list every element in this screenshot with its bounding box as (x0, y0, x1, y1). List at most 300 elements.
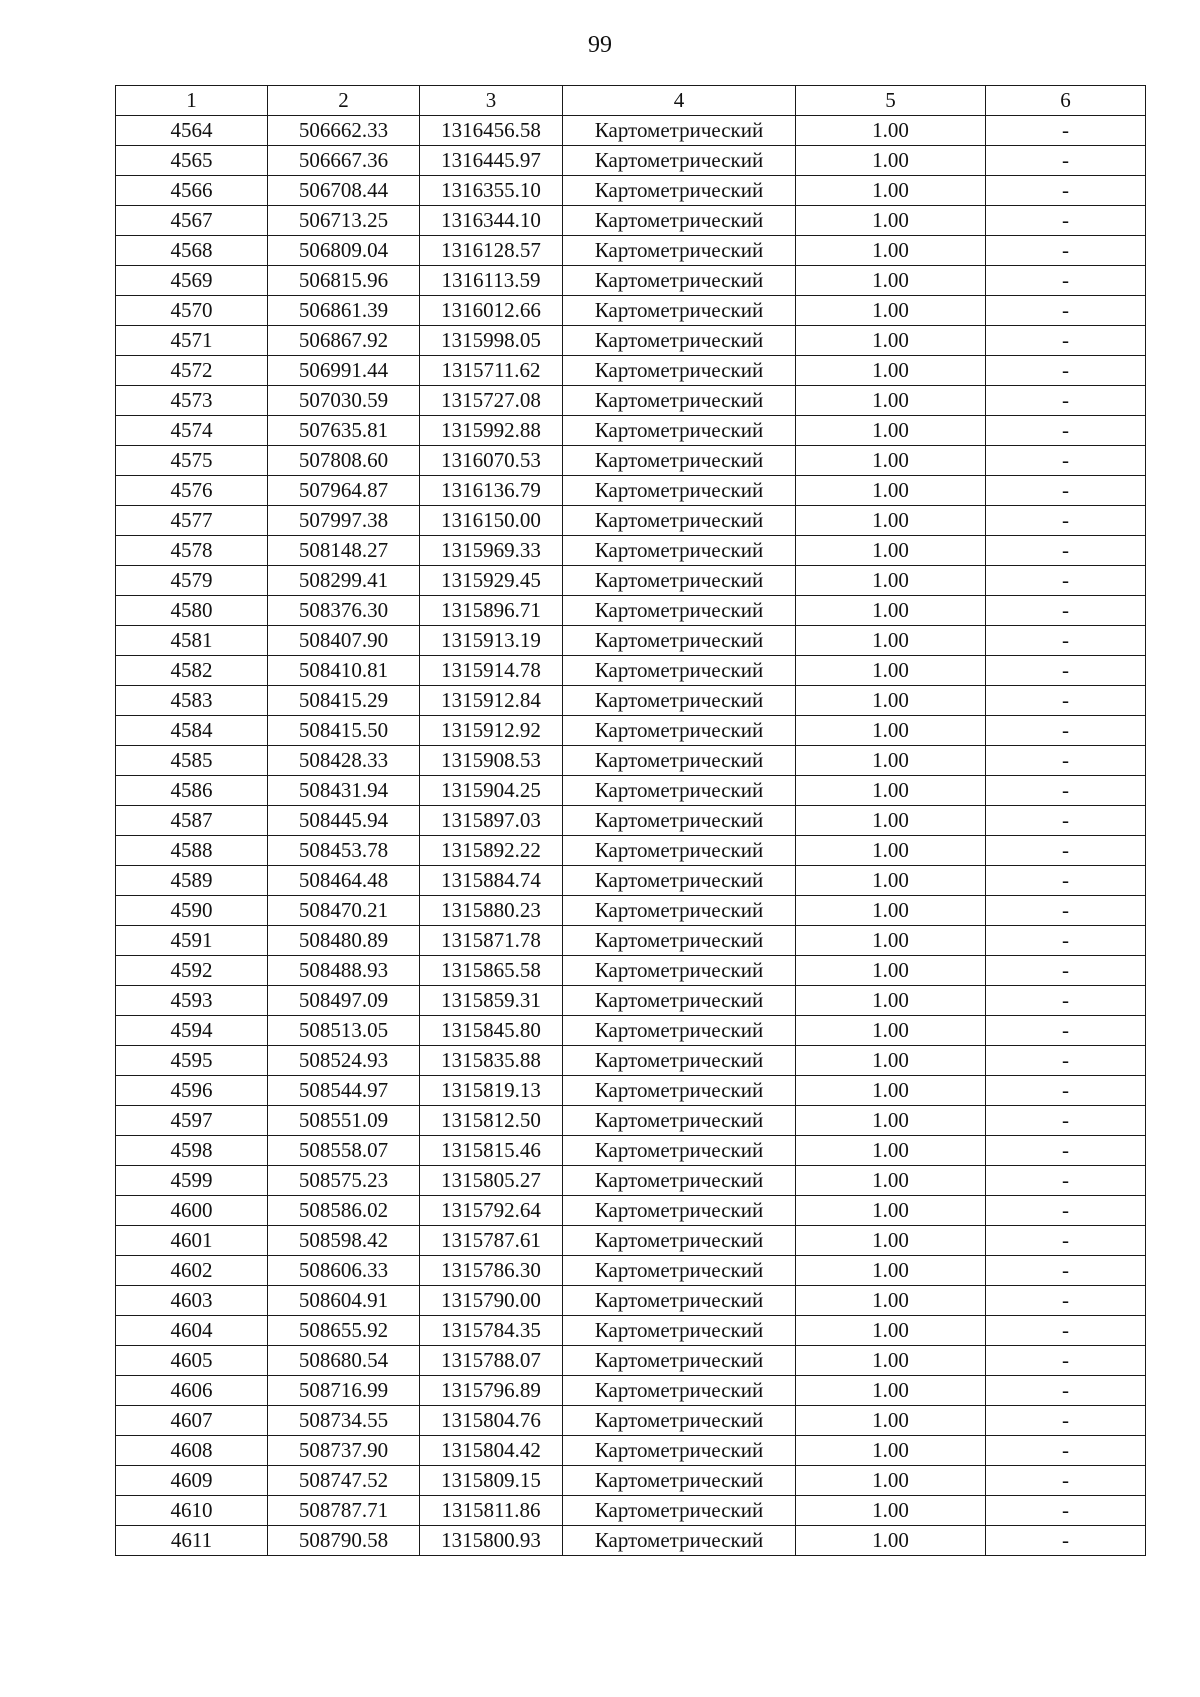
description-cell: - (986, 746, 1146, 776)
accuracy-cell: 1.00 (796, 1406, 986, 1436)
y-coordinate-cell: 1315805.27 (420, 1166, 563, 1196)
accuracy-cell: 1.00 (796, 1226, 986, 1256)
table-row (116, 1286, 1146, 1316)
accuracy-cell: 1.00 (796, 1316, 986, 1346)
method-cell: Картометрический (563, 1436, 796, 1466)
y-coordinate-cell: 1315727.08 (420, 386, 563, 416)
method-cell: Картометрический (563, 1466, 796, 1496)
x-coordinate-cell: 508606.33 (268, 1256, 420, 1286)
description-cell: - (986, 626, 1146, 656)
table-row (116, 656, 1146, 686)
accuracy-cell: 1.00 (796, 896, 986, 926)
y-coordinate-cell: 1316150.00 (420, 506, 563, 536)
point-number-cell: 4577 (116, 506, 268, 536)
point-number-cell: 4568 (116, 236, 268, 266)
x-coordinate-cell: 506662.33 (268, 116, 420, 146)
point-number-cell: 4590 (116, 896, 268, 926)
accuracy-cell: 1.00 (796, 446, 986, 476)
table-row (116, 1046, 1146, 1076)
y-coordinate-cell: 1315812.50 (420, 1106, 563, 1136)
y-coordinate-cell: 1315865.58 (420, 956, 563, 986)
page-number: 99 (588, 32, 612, 58)
y-coordinate-cell: 1316456.58 (420, 116, 563, 146)
y-coordinate-cell: 1316445.97 (420, 146, 563, 176)
accuracy-cell: 1.00 (796, 566, 986, 596)
description-cell: - (986, 1106, 1146, 1136)
x-coordinate-cell: 508790.58 (268, 1526, 420, 1556)
method-cell: Картометрический (563, 416, 796, 446)
method-cell: Картометрический (563, 1496, 796, 1526)
method-cell: Картометрический (563, 1376, 796, 1406)
point-number-cell: 4600 (116, 1196, 268, 1226)
description-cell: - (986, 1286, 1146, 1316)
accuracy-cell: 1.00 (796, 986, 986, 1016)
table-row (116, 1346, 1146, 1376)
y-coordinate-cell: 1315792.64 (420, 1196, 563, 1226)
description-cell: - (986, 1316, 1146, 1346)
table-row (116, 596, 1146, 626)
method-cell: Картометрический (563, 1256, 796, 1286)
header-cell-4: 4 (563, 86, 796, 116)
point-number-cell: 4581 (116, 626, 268, 656)
method-cell: Картометрический (563, 176, 796, 206)
y-coordinate-cell: 1316012.66 (420, 296, 563, 326)
description-cell: - (986, 896, 1146, 926)
point-number-cell: 4599 (116, 1166, 268, 1196)
description-cell: - (986, 656, 1146, 686)
method-cell: Картометрический (563, 866, 796, 896)
x-coordinate-cell: 507635.81 (268, 416, 420, 446)
y-coordinate-cell: 1316344.10 (420, 206, 563, 236)
table-row (116, 716, 1146, 746)
x-coordinate-cell: 506713.25 (268, 206, 420, 236)
table-row (116, 116, 1146, 146)
x-coordinate-cell: 508407.90 (268, 626, 420, 656)
description-cell: - (986, 1526, 1146, 1556)
description-cell: - (986, 146, 1146, 176)
table-row (116, 1136, 1146, 1166)
point-number-cell: 4610 (116, 1496, 268, 1526)
table-row (116, 956, 1146, 986)
point-number-cell: 4592 (116, 956, 268, 986)
description-cell: - (986, 386, 1146, 416)
table-row (116, 206, 1146, 236)
header-cell-3: 3 (420, 86, 563, 116)
y-coordinate-cell: 1315913.19 (420, 626, 563, 656)
y-coordinate-cell: 1315914.78 (420, 656, 563, 686)
description-cell: - (986, 416, 1146, 446)
method-cell: Картометрический (563, 956, 796, 986)
table-row (116, 1436, 1146, 1466)
table-row (116, 866, 1146, 896)
table-row (116, 836, 1146, 866)
accuracy-cell: 1.00 (796, 1286, 986, 1316)
point-number-cell: 4587 (116, 806, 268, 836)
method-cell: Картометрический (563, 536, 796, 566)
point-number-cell: 4575 (116, 446, 268, 476)
method-cell: Картометрический (563, 896, 796, 926)
y-coordinate-cell: 1315859.31 (420, 986, 563, 1016)
point-number-cell: 4570 (116, 296, 268, 326)
method-cell: Картометрический (563, 446, 796, 476)
x-coordinate-cell: 506809.04 (268, 236, 420, 266)
method-cell: Картометрический (563, 1316, 796, 1346)
table-body (116, 116, 1146, 1556)
accuracy-cell: 1.00 (796, 1496, 986, 1526)
accuracy-cell: 1.00 (796, 1136, 986, 1166)
coordinates-table (115, 85, 1146, 1556)
table-row (116, 686, 1146, 716)
point-number-cell: 4606 (116, 1376, 268, 1406)
method-cell: Картометрический (563, 506, 796, 536)
y-coordinate-cell: 1315804.42 (420, 1436, 563, 1466)
table-row (116, 1016, 1146, 1046)
method-cell: Картометрический (563, 566, 796, 596)
accuracy-cell: 1.00 (796, 206, 986, 236)
accuracy-cell: 1.00 (796, 476, 986, 506)
x-coordinate-cell: 506815.96 (268, 266, 420, 296)
y-coordinate-cell: 1315790.00 (420, 1286, 563, 1316)
method-cell: Картометрический (563, 716, 796, 746)
point-number-cell: 4565 (116, 146, 268, 176)
method-cell: Картометрический (563, 596, 796, 626)
description-cell: - (986, 266, 1146, 296)
point-number-cell: 4605 (116, 1346, 268, 1376)
table-row (116, 1406, 1146, 1436)
table-row (116, 536, 1146, 566)
description-cell: - (986, 716, 1146, 746)
point-number-cell: 4574 (116, 416, 268, 446)
point-number-cell: 4591 (116, 926, 268, 956)
point-number-cell: 4586 (116, 776, 268, 806)
description-cell: - (986, 1166, 1146, 1196)
method-cell: Картометрический (563, 236, 796, 266)
description-cell: - (986, 116, 1146, 146)
point-number-cell: 4604 (116, 1316, 268, 1346)
y-coordinate-cell: 1315711.62 (420, 356, 563, 386)
table-row (116, 1196, 1146, 1226)
description-cell: - (986, 236, 1146, 266)
point-number-cell: 4601 (116, 1226, 268, 1256)
accuracy-cell: 1.00 (796, 1466, 986, 1496)
table-row (116, 1226, 1146, 1256)
y-coordinate-cell: 1315992.88 (420, 416, 563, 446)
description-cell: - (986, 536, 1146, 566)
method-cell: Картометрический (563, 1526, 796, 1556)
x-coordinate-cell: 508558.07 (268, 1136, 420, 1166)
table-row (116, 776, 1146, 806)
description-cell: - (986, 476, 1146, 506)
x-coordinate-cell: 507030.59 (268, 386, 420, 416)
description-cell: - (986, 806, 1146, 836)
x-coordinate-cell: 508524.93 (268, 1046, 420, 1076)
description-cell: - (986, 206, 1146, 236)
table-header (116, 86, 1146, 116)
accuracy-cell: 1.00 (796, 1046, 986, 1076)
accuracy-cell: 1.00 (796, 806, 986, 836)
method-cell: Картометрический (563, 1346, 796, 1376)
description-cell: - (986, 446, 1146, 476)
table-row (116, 266, 1146, 296)
method-cell: Картометрический (563, 1046, 796, 1076)
x-coordinate-cell: 506667.36 (268, 146, 420, 176)
method-cell: Картометрический (563, 1016, 796, 1046)
y-coordinate-cell: 1315912.84 (420, 686, 563, 716)
method-cell: Картометрический (563, 1196, 796, 1226)
y-coordinate-cell: 1315788.07 (420, 1346, 563, 1376)
point-number-cell: 4569 (116, 266, 268, 296)
accuracy-cell: 1.00 (796, 1076, 986, 1106)
table-row (116, 1106, 1146, 1136)
accuracy-cell: 1.00 (796, 1436, 986, 1466)
point-number-cell: 4582 (116, 656, 268, 686)
y-coordinate-cell: 1315908.53 (420, 746, 563, 776)
accuracy-cell: 1.00 (796, 956, 986, 986)
x-coordinate-cell: 508415.50 (268, 716, 420, 746)
y-coordinate-cell: 1315787.61 (420, 1226, 563, 1256)
method-cell: Картометрический (563, 656, 796, 686)
y-coordinate-cell: 1315819.13 (420, 1076, 563, 1106)
description-cell: - (986, 1466, 1146, 1496)
table-row (116, 1166, 1146, 1196)
method-cell: Картометрический (563, 686, 796, 716)
point-number-cell: 4595 (116, 1046, 268, 1076)
method-cell: Картометрический (563, 476, 796, 506)
point-number-cell: 4594 (116, 1016, 268, 1046)
description-cell: - (986, 836, 1146, 866)
point-number-cell: 4608 (116, 1436, 268, 1466)
table-row (116, 1256, 1146, 1286)
x-coordinate-cell: 508716.99 (268, 1376, 420, 1406)
point-number-cell: 4584 (116, 716, 268, 746)
x-coordinate-cell: 508513.05 (268, 1016, 420, 1046)
accuracy-cell: 1.00 (796, 656, 986, 686)
method-cell: Картометрический (563, 1286, 796, 1316)
table-row (116, 806, 1146, 836)
y-coordinate-cell: 1315845.80 (420, 1016, 563, 1046)
x-coordinate-cell: 508734.55 (268, 1406, 420, 1436)
accuracy-cell: 1.00 (796, 176, 986, 206)
y-coordinate-cell: 1315871.78 (420, 926, 563, 956)
table-row (116, 1526, 1146, 1556)
x-coordinate-cell: 508299.41 (268, 566, 420, 596)
x-coordinate-cell: 508747.52 (268, 1466, 420, 1496)
accuracy-cell: 1.00 (796, 506, 986, 536)
description-cell: - (986, 326, 1146, 356)
table-row (116, 386, 1146, 416)
x-coordinate-cell: 508586.02 (268, 1196, 420, 1226)
table-row (116, 1496, 1146, 1526)
method-cell: Картометрический (563, 266, 796, 296)
x-coordinate-cell: 508497.09 (268, 986, 420, 1016)
method-cell: Картометрический (563, 116, 796, 146)
x-coordinate-cell: 508787.71 (268, 1496, 420, 1526)
accuracy-cell: 1.00 (796, 236, 986, 266)
point-number-cell: 4567 (116, 206, 268, 236)
x-coordinate-cell: 506867.92 (268, 326, 420, 356)
description-cell: - (986, 926, 1146, 956)
method-cell: Картометрический (563, 326, 796, 356)
point-number-cell: 4564 (116, 116, 268, 146)
accuracy-cell: 1.00 (796, 1016, 986, 1046)
description-cell: - (986, 1436, 1146, 1466)
method-cell: Картометрический (563, 1226, 796, 1256)
header-cell-2: 2 (268, 86, 420, 116)
description-cell: - (986, 1256, 1146, 1286)
table-row (116, 1466, 1146, 1496)
y-coordinate-cell: 1315892.22 (420, 836, 563, 866)
table-row (116, 146, 1146, 176)
y-coordinate-cell: 1315809.15 (420, 1466, 563, 1496)
method-cell: Картометрический (563, 386, 796, 416)
accuracy-cell: 1.00 (796, 416, 986, 446)
y-coordinate-cell: 1316128.57 (420, 236, 563, 266)
y-coordinate-cell: 1316355.10 (420, 176, 563, 206)
header-cell-6: 6 (986, 86, 1146, 116)
table-row (116, 1316, 1146, 1346)
accuracy-cell: 1.00 (796, 1526, 986, 1556)
description-cell: - (986, 596, 1146, 626)
point-number-cell: 4585 (116, 746, 268, 776)
method-cell: Картометрический (563, 776, 796, 806)
method-cell: Картометрический (563, 206, 796, 236)
accuracy-cell: 1.00 (796, 746, 986, 776)
table-row (116, 986, 1146, 1016)
description-cell: - (986, 1376, 1146, 1406)
point-number-cell: 4583 (116, 686, 268, 716)
method-cell: Картометрический (563, 1076, 796, 1106)
point-number-cell: 4580 (116, 596, 268, 626)
method-cell: Картометрический (563, 986, 796, 1016)
x-coordinate-cell: 508410.81 (268, 656, 420, 686)
description-cell: - (986, 1076, 1146, 1106)
description-cell: - (986, 176, 1146, 206)
accuracy-cell: 1.00 (796, 1376, 986, 1406)
point-number-cell: 4578 (116, 536, 268, 566)
x-coordinate-cell: 508604.91 (268, 1286, 420, 1316)
description-cell: - (986, 296, 1146, 326)
y-coordinate-cell: 1315904.25 (420, 776, 563, 806)
x-coordinate-cell: 508480.89 (268, 926, 420, 956)
point-number-cell: 4589 (116, 866, 268, 896)
x-coordinate-cell: 507997.38 (268, 506, 420, 536)
x-coordinate-cell: 508148.27 (268, 536, 420, 566)
table-row (116, 356, 1146, 386)
point-number-cell: 4602 (116, 1256, 268, 1286)
accuracy-cell: 1.00 (796, 266, 986, 296)
table-row (116, 506, 1146, 536)
method-cell: Картометрический (563, 296, 796, 326)
accuracy-cell: 1.00 (796, 626, 986, 656)
y-coordinate-cell: 1315804.76 (420, 1406, 563, 1436)
table-row (116, 476, 1146, 506)
accuracy-cell: 1.00 (796, 116, 986, 146)
y-coordinate-cell: 1315784.35 (420, 1316, 563, 1346)
description-cell: - (986, 1016, 1146, 1046)
x-coordinate-cell: 506708.44 (268, 176, 420, 206)
point-number-cell: 4579 (116, 566, 268, 596)
x-coordinate-cell: 508453.78 (268, 836, 420, 866)
y-coordinate-cell: 1315897.03 (420, 806, 563, 836)
point-number-cell: 4607 (116, 1406, 268, 1436)
accuracy-cell: 1.00 (796, 1196, 986, 1226)
x-coordinate-cell: 506861.39 (268, 296, 420, 326)
y-coordinate-cell: 1315796.89 (420, 1376, 563, 1406)
y-coordinate-cell: 1315912.92 (420, 716, 563, 746)
method-cell: Картометрический (563, 1406, 796, 1436)
x-coordinate-cell: 508470.21 (268, 896, 420, 926)
accuracy-cell: 1.00 (796, 926, 986, 956)
x-coordinate-cell: 508598.42 (268, 1226, 420, 1256)
description-cell: - (986, 956, 1146, 986)
y-coordinate-cell: 1315969.33 (420, 536, 563, 566)
description-cell: - (986, 566, 1146, 596)
description-cell: - (986, 1136, 1146, 1166)
table-row (116, 626, 1146, 656)
x-coordinate-cell: 508464.48 (268, 866, 420, 896)
method-cell: Картометрический (563, 626, 796, 656)
x-coordinate-cell: 508445.94 (268, 806, 420, 836)
x-coordinate-cell: 507808.60 (268, 446, 420, 476)
y-coordinate-cell: 1316113.59 (420, 266, 563, 296)
description-cell: - (986, 1046, 1146, 1076)
table-row (116, 176, 1146, 206)
x-coordinate-cell: 508544.97 (268, 1076, 420, 1106)
x-coordinate-cell: 508737.90 (268, 1436, 420, 1466)
table-row (116, 746, 1146, 776)
point-number-cell: 4572 (116, 356, 268, 386)
point-number-cell: 4598 (116, 1136, 268, 1166)
x-coordinate-cell: 506991.44 (268, 356, 420, 386)
method-cell: Картометрический (563, 836, 796, 866)
point-number-cell: 4611 (116, 1526, 268, 1556)
accuracy-cell: 1.00 (796, 1346, 986, 1376)
table-row (116, 1076, 1146, 1106)
x-coordinate-cell: 507964.87 (268, 476, 420, 506)
accuracy-cell: 1.00 (796, 1106, 986, 1136)
accuracy-cell: 1.00 (796, 356, 986, 386)
description-cell: - (986, 776, 1146, 806)
point-number-cell: 4596 (116, 1076, 268, 1106)
table-row (116, 1376, 1146, 1406)
accuracy-cell: 1.00 (796, 146, 986, 176)
header-row (116, 86, 1146, 116)
y-coordinate-cell: 1315896.71 (420, 596, 563, 626)
table-row (116, 416, 1146, 446)
point-number-cell: 4609 (116, 1466, 268, 1496)
method-cell: Картометрический (563, 926, 796, 956)
x-coordinate-cell: 508488.93 (268, 956, 420, 986)
point-number-cell: 4573 (116, 386, 268, 416)
description-cell: - (986, 1346, 1146, 1376)
table-row (116, 926, 1146, 956)
description-cell: - (986, 1406, 1146, 1436)
accuracy-cell: 1.00 (796, 866, 986, 896)
x-coordinate-cell: 508551.09 (268, 1106, 420, 1136)
header-cell-1: 1 (116, 86, 268, 116)
x-coordinate-cell: 508655.92 (268, 1316, 420, 1346)
y-coordinate-cell: 1315929.45 (420, 566, 563, 596)
description-cell: - (986, 986, 1146, 1016)
y-coordinate-cell: 1315880.23 (420, 896, 563, 926)
description-cell: - (986, 356, 1146, 386)
point-number-cell: 4603 (116, 1286, 268, 1316)
accuracy-cell: 1.00 (796, 536, 986, 566)
method-cell: Картометрический (563, 1136, 796, 1166)
method-cell: Картометрический (563, 746, 796, 776)
accuracy-cell: 1.00 (796, 326, 986, 356)
table-row (116, 326, 1146, 356)
